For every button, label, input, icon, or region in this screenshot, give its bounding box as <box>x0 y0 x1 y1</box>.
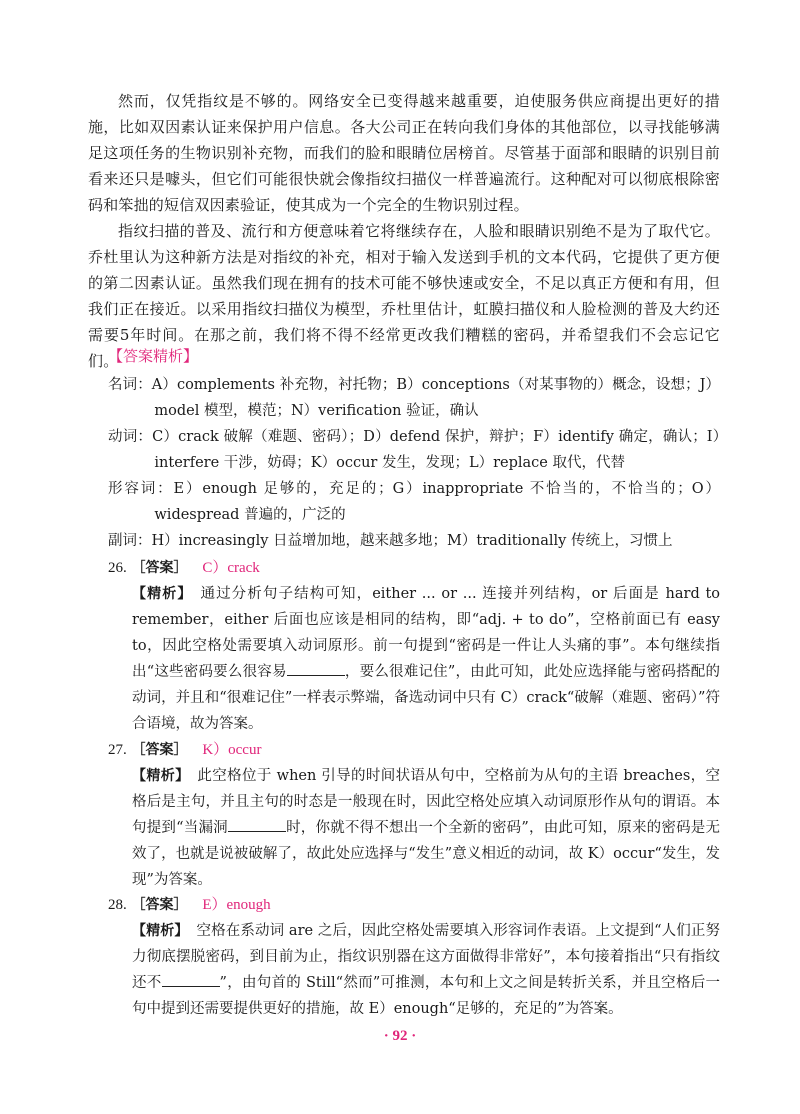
analysis-label: 【精析】 <box>132 768 190 784</box>
vocab-list <box>108 372 720 554</box>
question-28 <box>108 891 720 1022</box>
answer-label: ［答案］ <box>131 742 188 758</box>
vocab-adjectives: 形容词：E）enough 足够的，充足的；G）inappropriate 不恰当的，不恰当的；O）widespread 普遍的，广泛的 <box>108 481 720 523</box>
question-number: 26. <box>108 560 127 576</box>
vocab-verbs: 动词：C）crack 破解（难题、密码）；D）defend 保护，辩护；F）identify 确定，确认；I）interfere 干涉，妨碍；K）occur 发生，发现；L）replace 取代，代替 <box>108 429 720 471</box>
blank-line <box>228 817 286 832</box>
question-26 <box>108 554 720 737</box>
question-27 <box>108 736 720 893</box>
analysis-label: 【精析】 <box>132 586 193 602</box>
passage-translation <box>88 88 720 374</box>
analysis-text <box>108 763 720 893</box>
page-number: · 92 · <box>383 1028 417 1044</box>
analysis-text-part-2: ”，由句首的 Still“然而”可推测，本句和上文之间是转折关系，并且空格后一句中提到还需要提供更好的措施，故 E）enough“足够的，充足的”为答案。 <box>132 975 720 1017</box>
analysis-text <box>108 581 720 737</box>
passage-paragraph-2: 指纹扫描的普及、流行和方便意味着它将继续存在，人脸和眼睛识别绝不是为了取代它。乔杜里认为这种新方法是对指纹的补充，相对于输入发送到手机的文本代码，它提供了更方便的第二因素认证。虽然我们现在拥有的技术可能不够快速或安全，不足以真正方便和有用，但我们正在接近。以采用指纹扫描仪为模型，乔杜里估计，虹膜扫描仪和人脸检测的普及大约还需要5年时间。在那之前，我们将不得不经常更改我们糟糕的密码，并希望我们不会忘记它们。 <box>88 222 720 370</box>
question-header <box>108 554 720 581</box>
question-header <box>108 736 720 763</box>
answer-label: ［答案］ <box>131 897 188 913</box>
section-title: 【答案精析】 <box>108 347 199 365</box>
analysis-text <box>108 918 720 1022</box>
question-number: 28. <box>108 897 127 913</box>
analysis-text-part-1: 通过分析句子结构可知，either ... or ... 连接并列结构，or 后面是 hard to remember，either 后面也应该是相同的结构，即“adj. + to do”，空格前面已有 easy to，因此空格处需要填入动词原形。前一句提到“密码是一件让人头痛的事”。本句继续指出“这些密码要么很容易 <box>132 586 721 680</box>
question-header <box>108 891 720 918</box>
answer-label: ［答案］ <box>131 560 188 576</box>
analysis-text-part-1: 此空格位于 when 引导的时间状语从句中，空格前为从句的主语 breaches，空格后是主句，并且主句的时态是一般现在时，因此空格处应填入动词原形作从句的谓语。本句提到“当漏洞 <box>132 768 720 836</box>
vocab-nouns: 名词：A）complements 补充物，衬托物；B）conceptions（对某事物的）概念，设想；J）model 模型，模范；N）verification 验证，确认 <box>108 377 720 419</box>
question-number: 27. <box>108 742 127 758</box>
analysis-text-part-2: 时，你就不得不想出一个全新的密码”，由此可知，原来的密码是无效了，也就是说被破解了，故此处应选择与“发生”意义相近的动词，故 K）occur“发生，发现”为答案。 <box>132 820 720 888</box>
answer-value: C）crack <box>202 560 260 576</box>
answer-value: K）occur <box>202 742 262 758</box>
passage-paragraph-1: 然而，仅凭指纹是不够的。网络安全已变得越来越重要，迫使服务供应商提出更好的措施，比如双因素认证来保护用户信息。各大公司正在转向我们身体的其他部位，以寻找能够满足这项任务的生物识别补充物，而我们的脸和眼睛位居榜首。尽管基于面部和眼睛的识别目前看来还只是噱头，但它们可能很快就会像指纹扫描仪一样普遍流行。这种配对可以彻底根除密码和笨拙的短信双因素验证，使其成为一个完全的生物识别过程。 <box>88 92 720 214</box>
blank-line <box>162 972 220 987</box>
analysis-label: 【精析】 <box>132 923 189 939</box>
answer-value: E）enough <box>202 897 271 913</box>
blank-line <box>287 661 345 676</box>
analysis-text-part-1: 空格在系动词 are 之后，因此空格处需要填入形容词作表语。上文提到“人们正努力彻底摆脱密码，到目前为止，指纹识别器在这方面做得非常好”，本句接着指出“只有指纹还不 <box>132 923 720 991</box>
vocab-adverbs: 副词：H）increasingly 日益增加地，越来越多地；M）traditionally 传统上，习惯上 <box>108 533 673 549</box>
analysis-text-part-2: ，要么很难记住”，由此可知，此处应选择能与密码搭配的动词，并且和“很难记住”一样表示弊端，备选动词中只有 C）crack“破解（难题、密码）”符合语境，故为答案。 <box>132 664 720 732</box>
